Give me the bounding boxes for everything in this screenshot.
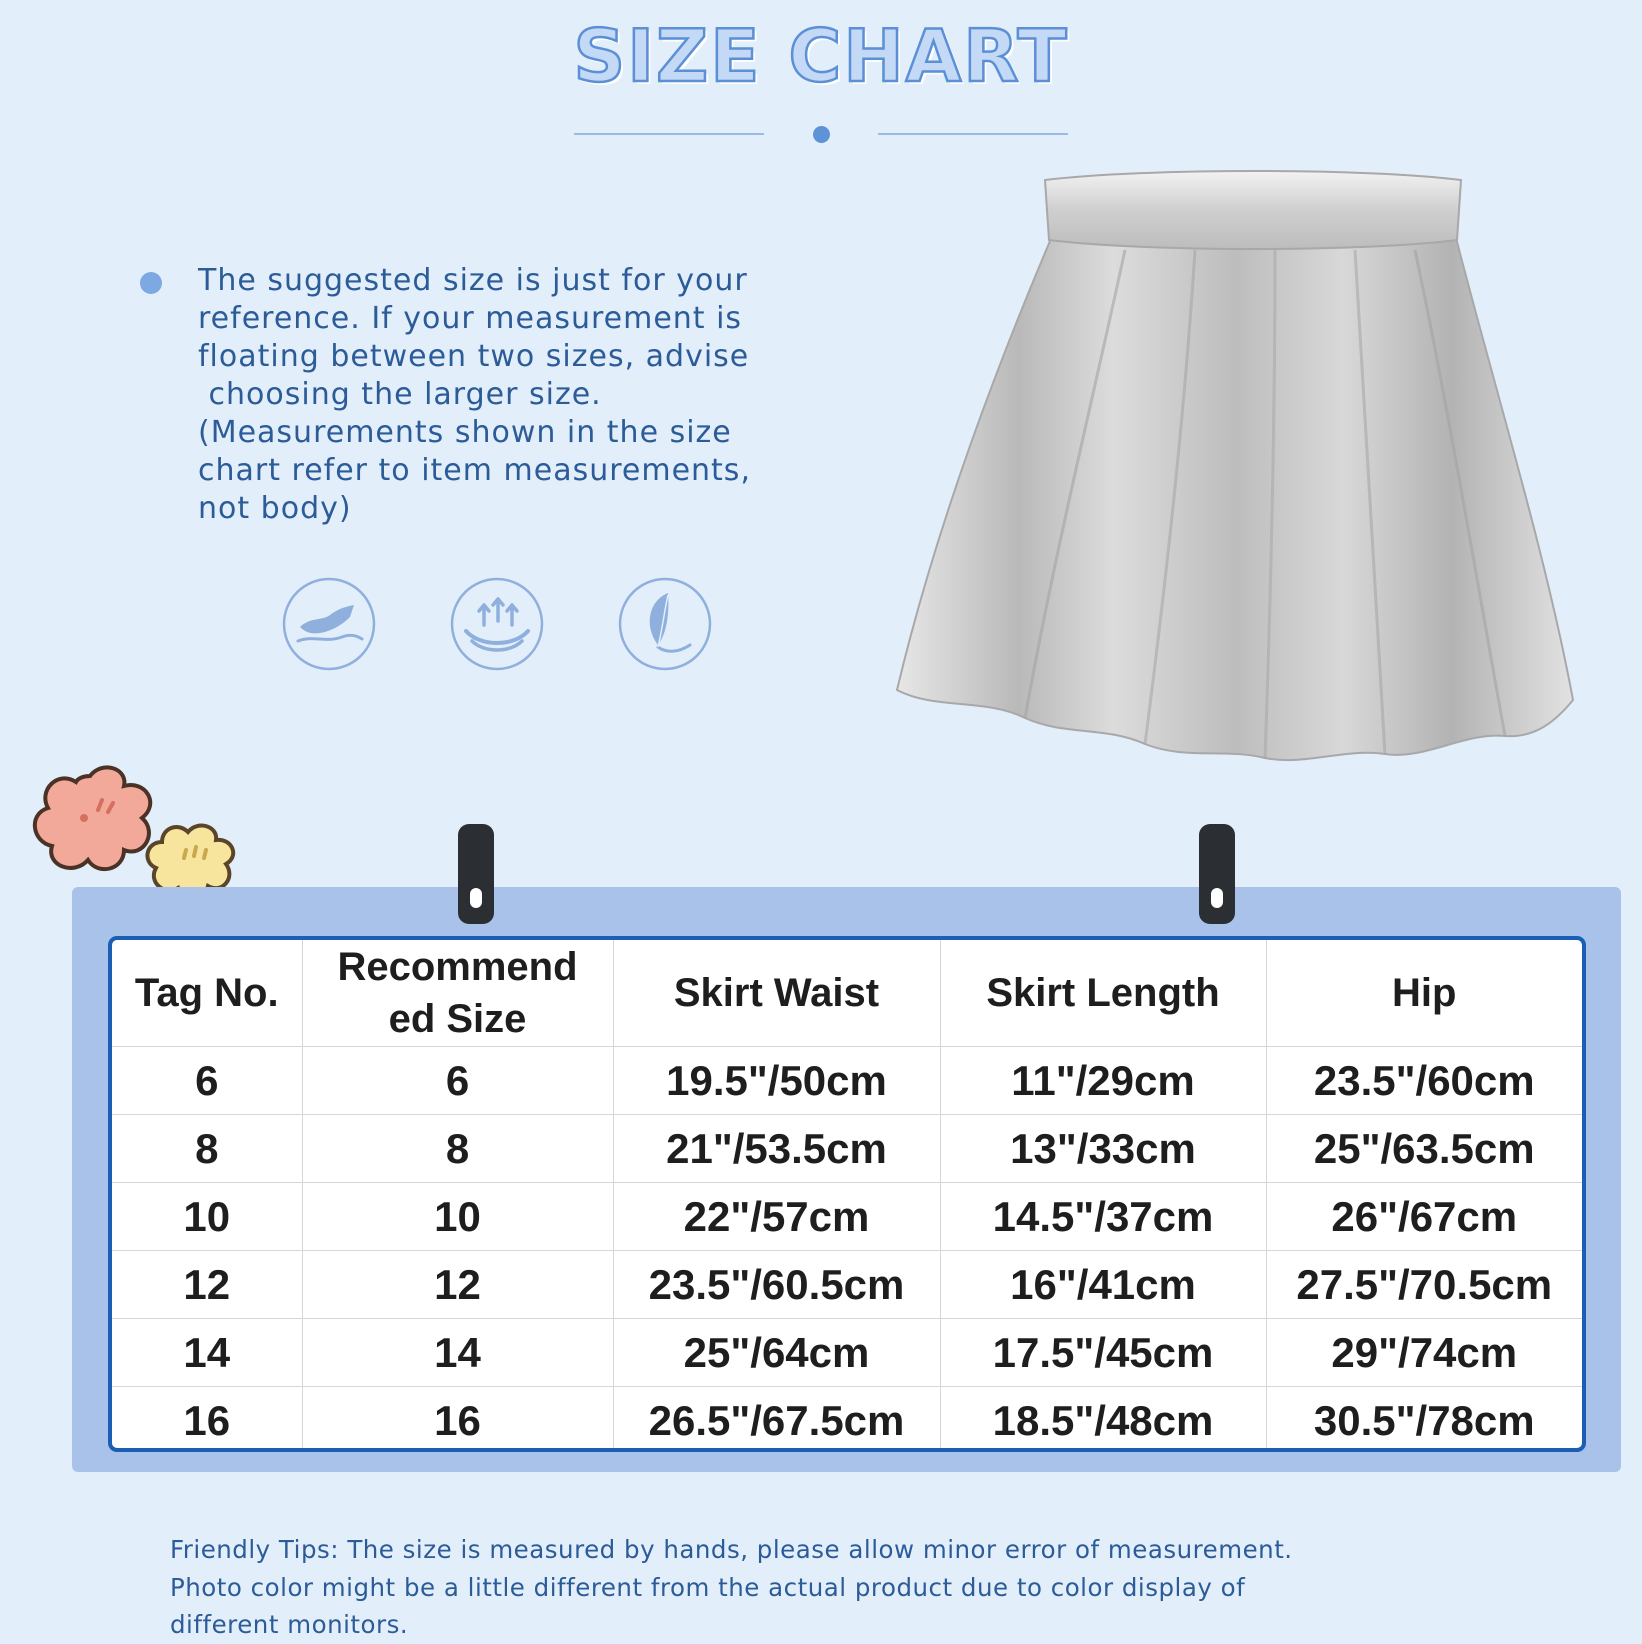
title-divider-dot xyxy=(813,126,830,143)
binder-clip-left xyxy=(458,824,494,924)
header-recommended-size xyxy=(302,940,613,1047)
header-tag-no: Tag No. xyxy=(112,940,302,1047)
cell-hip: 26"/67cm xyxy=(1266,1183,1582,1251)
header-hip: Hip xyxy=(1266,940,1582,1047)
friendly-tips xyxy=(170,1531,1610,1644)
size-note-line: The suggested size is just for your xyxy=(198,263,748,298)
size-note-line: choosing the larger size. xyxy=(198,377,602,412)
title-divider-right xyxy=(878,133,1068,135)
cell-skirt-length: 16"/41cm xyxy=(940,1251,1266,1319)
size-note-line: reference. If your measurement is xyxy=(198,301,743,336)
title-divider-left xyxy=(574,133,764,135)
size-note xyxy=(198,262,888,528)
friendly-tips-line: Friendly Tips: The size is measured by hands, please allow minor error of measurement. xyxy=(170,1535,1293,1564)
cell-tag-no: 14 xyxy=(112,1319,302,1387)
cell-skirt-waist: 25"/64cm xyxy=(613,1319,940,1387)
cell-hip: 30.5"/78cm xyxy=(1266,1387,1582,1453)
cell-recommended-size: 12 xyxy=(302,1251,613,1319)
product-skirt-image xyxy=(895,170,1575,770)
cell-skirt-waist: 23.5"/60.5cm xyxy=(613,1251,940,1319)
page-title: SIZE CHART xyxy=(573,14,1069,98)
cell-skirt-length: 13"/33cm xyxy=(940,1115,1266,1183)
table-row xyxy=(112,1183,1582,1251)
binder-clip-right xyxy=(1199,824,1235,924)
size-note-line: (Measurements shown in the size xyxy=(198,415,732,450)
cell-tag-no: 16 xyxy=(112,1387,302,1453)
header-recommended-size-line: ed Size xyxy=(388,997,527,1041)
cell-hip: 27.5"/70.5cm xyxy=(1266,1251,1582,1319)
header-recommended-size-line: Recommend xyxy=(337,945,578,989)
size-note-line: floating between two sizes, advise xyxy=(198,339,750,374)
cell-skirt-waist: 26.5"/67.5cm xyxy=(613,1387,940,1453)
cell-skirt-waist: 21"/53.5cm xyxy=(613,1115,940,1183)
cell-recommended-size: 16 xyxy=(302,1387,613,1453)
cell-recommended-size: 6 xyxy=(302,1047,613,1115)
table-row xyxy=(112,1251,1582,1319)
table-row xyxy=(112,1115,1582,1183)
cell-skirt-waist: 22"/57cm xyxy=(613,1183,940,1251)
size-note-line: chart refer to item measurements, xyxy=(198,453,751,488)
cell-hip: 29"/74cm xyxy=(1266,1319,1582,1387)
size-note-line: not body) xyxy=(198,491,352,526)
friendly-tips-line: different monitors. xyxy=(170,1610,409,1639)
cell-tag-no: 12 xyxy=(112,1251,302,1319)
cell-hip: 25"/63.5cm xyxy=(1266,1115,1582,1183)
table-row xyxy=(112,1047,1582,1115)
soft-fabric-icon xyxy=(282,577,376,671)
header-skirt-length: Skirt Length xyxy=(940,940,1266,1047)
table-row xyxy=(112,1387,1582,1453)
cell-tag-no: 6 xyxy=(112,1047,302,1115)
note-bullet xyxy=(140,272,162,294)
cell-hip: 23.5"/60cm xyxy=(1266,1047,1582,1115)
table-row xyxy=(112,1319,1582,1387)
cell-recommended-size: 10 xyxy=(302,1183,613,1251)
breathable-icon xyxy=(450,577,544,671)
cell-skirt-length: 18.5"/48cm xyxy=(940,1387,1266,1453)
cell-tag-no: 10 xyxy=(112,1183,302,1251)
cell-skirt-length: 17.5"/45cm xyxy=(940,1319,1266,1387)
table-header-row xyxy=(112,940,1582,1047)
header-skirt-waist: Skirt Waist xyxy=(613,940,940,1047)
cell-skirt-waist: 19.5"/50cm xyxy=(613,1047,940,1115)
cell-recommended-size: 14 xyxy=(302,1319,613,1387)
cell-tag-no: 8 xyxy=(112,1115,302,1183)
friendly-tips-line: Photo color might be a little different from the actual product due to color display of xyxy=(170,1572,1246,1602)
cell-skirt-length: 14.5"/37cm xyxy=(940,1183,1266,1251)
cell-recommended-size: 8 xyxy=(302,1115,613,1183)
cell-skirt-length: 11"/29cm xyxy=(940,1047,1266,1115)
size-table xyxy=(108,936,1586,1452)
lightweight-feather-icon xyxy=(618,577,712,671)
